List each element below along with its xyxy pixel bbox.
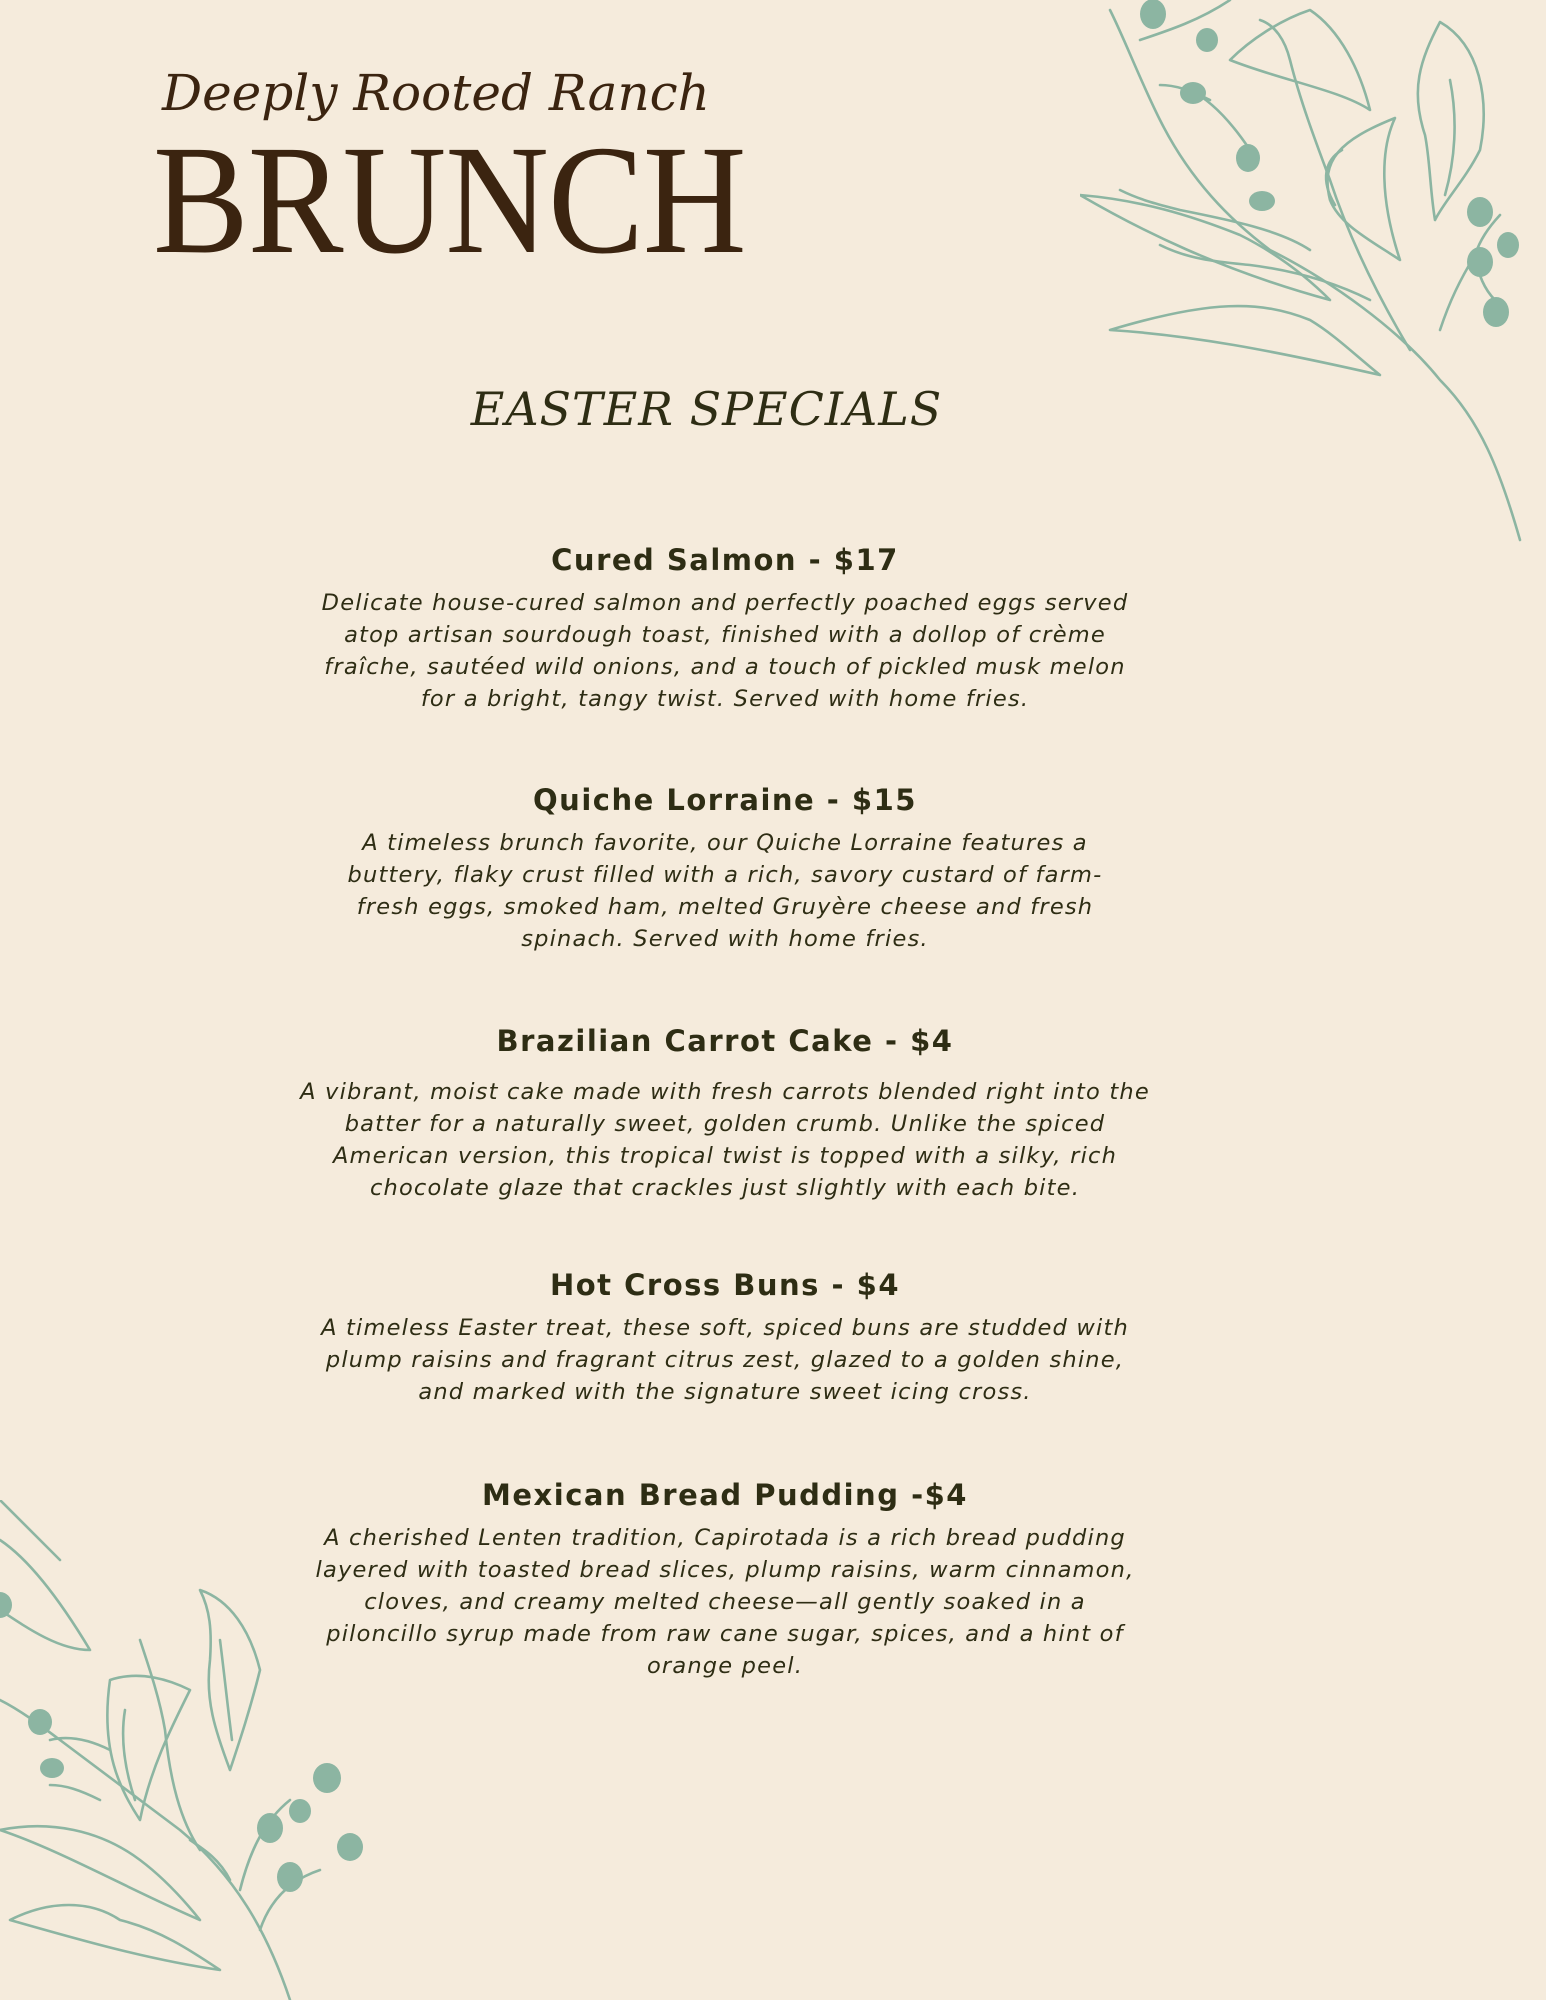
menu-item-hot-cross-buns [280, 1268, 1170, 1408]
menu-item-title: Brazilian Carrot Cake - $4 [496, 1024, 954, 1058]
menu-item-mexican-bread-pudding [280, 1478, 1170, 1682]
menu-item-cured-salmon [280, 543, 1170, 715]
menu-item-title: Cured Salmon - $17 [551, 543, 899, 577]
menu-item-description: A timeless Easter treat, these soft, spiced buns are studded with plump raisins and fragrant citrus zest, glazed to a golden shine, and marked with the signature sweet icing cross. [321, 1315, 1129, 1405]
top-right-sprig-icon [1080, 0, 1546, 560]
menu-item-description: Delicate house-cured salmon and perfectly poached eggs served atop artisan sourdough toast, finished with a dollop of crème fraîche, sautéed wild onions, and a touch of pickled musk melon for a bright, tangy twist. Served with home fries. [321, 590, 1129, 712]
brand-name: Deeply Rooted Ranch [162, 64, 710, 122]
page-title: BRUNCH [153, 113, 746, 286]
menu-item-brazilian-carrot-cake [280, 1024, 1170, 1204]
menu-item-quiche-lorraine [280, 783, 1170, 955]
menu-item-description: A vibrant, moist cake made with fresh carrots blended right into the batter for a naturally sweet, golden crumb. Unlike the spiced American version, this tropical twist is topped with a silky, rich chocolate glaze that crackles just slightly with each bite. [300, 1079, 1150, 1201]
menu-item-description: A timeless brunch favorite, our Quiche Lorraine features a buttery, flaky crust filled with a rich, savory custard of farm-fresh eggs, smoked ham, melted Gruyère cheese and fresh spinach. Served with home fries. [347, 830, 1103, 952]
menu-item-title: Hot Cross Buns - $4 [549, 1268, 901, 1302]
menu-item-title: Quiche Lorraine - $15 [533, 783, 917, 817]
section-title: EASTER SPECIALS [470, 382, 943, 436]
menu-item-title: Mexican Bread Pudding -$4 [482, 1478, 968, 1512]
menu-item-description: A cherished Lenten tradition, Capirotada is a rich bread pudding layered with toasted bread slices, plump raisins, warm cinnamon, cloves, and creamy melted cheese—all gently soaked in a piloncillo syrup made from raw cane sugar, spices, and a hint of orange peel. [315, 1525, 1135, 1679]
